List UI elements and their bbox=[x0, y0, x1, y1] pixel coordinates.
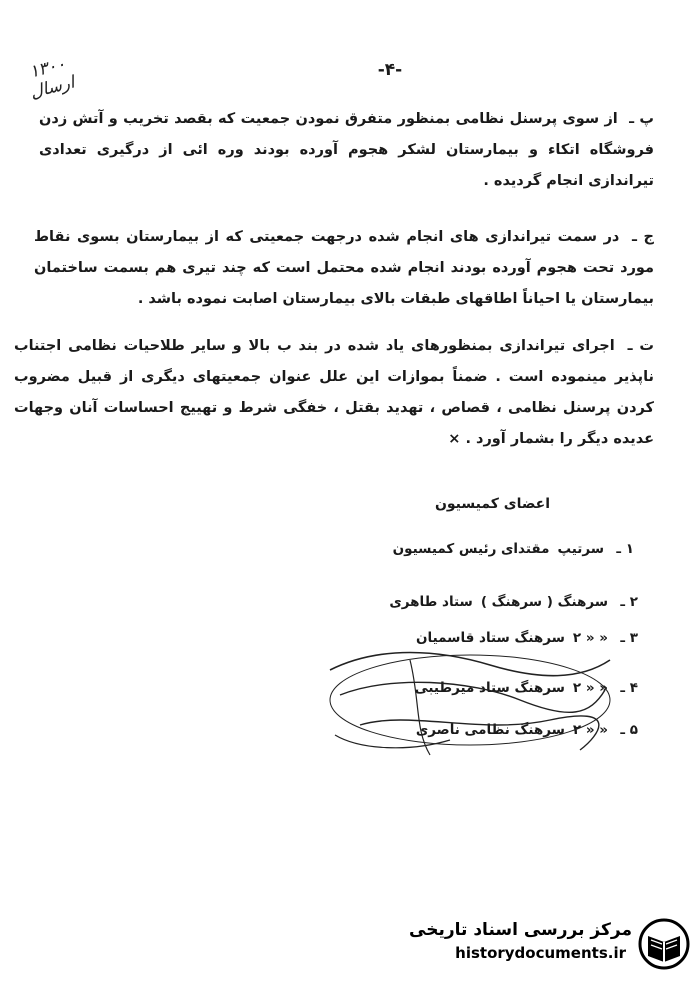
member-name: مقتدای رئیس کمیسیون bbox=[392, 541, 550, 557]
member-row bbox=[393, 541, 634, 557]
paragraph-c bbox=[34, 222, 654, 315]
paragraph-text: از سوی پرسنل نظامی بمنظور متفرق نمودن جمعیت که بقصد تخریب و آتش زدن فروشگاه اتکاء و بیمارستان لشکر هجوم آورده بودند وره ائی از درگیری تعدادی تیراندازی انجام گردیده . bbox=[39, 111, 654, 189]
paragraph-marker: پ ـ bbox=[629, 111, 655, 127]
paragraph-b bbox=[39, 104, 654, 197]
member-rank: « « ۲ bbox=[572, 680, 608, 696]
book-emblem-icon bbox=[638, 918, 690, 970]
signatures-scribble bbox=[320, 640, 620, 760]
paragraph-d bbox=[14, 331, 654, 455]
member-name: سرهنگ ستاد قاسمیان bbox=[416, 630, 565, 646]
paragraph-text: اجرای تیراندازی بمنظورهای یاد شده در بند ب بالا و سایر طلاحیات نظامی اجتناب ناپذیر مینموده است . ضمناً بموازات این علل عنوان جمعیتهای دیگری از قبیل مضروب کردن پرسنل نظامی ، قصاص ، تهدید بقتل ، خفگی شرط و تهییج احساسات آنان وجهات عدیده دیگر را بشمار آورد . × bbox=[14, 338, 654, 447]
member-number: ۳ ـ bbox=[620, 630, 638, 646]
member-rank: « « ۲ bbox=[572, 630, 608, 646]
member-number: ۲ ـ bbox=[620, 594, 638, 610]
page-number: -۴- bbox=[377, 60, 403, 80]
footer-url: historydocuments.ir bbox=[455, 944, 626, 962]
paragraph-marker: ج ـ bbox=[631, 229, 654, 245]
member-number: ۵ ـ bbox=[620, 722, 638, 738]
footer-brand-text: مرکز بررسی اسناد تاریخی bbox=[409, 920, 632, 940]
paragraph-text: در سمت تیراندازی های انجام شده درجهت جمعیتی که از بیمارستان بسوی نقاط مورد تحت هجوم آورده بودند انجام شده محتمل است که چند تیری هم بسمت ساختمان بیمارستان یا احیاناً اطاقهای طبقات بالای بیمارستان اصابت نموده باشد . bbox=[34, 229, 654, 307]
paragraph-marker: ت ـ bbox=[627, 338, 654, 354]
member-name: سرهنگ نظامی ناصری bbox=[415, 722, 565, 738]
members-title: اعضای کمیسیون bbox=[434, 496, 550, 512]
member-rank: « « ۲ bbox=[572, 722, 608, 738]
member-number: ۴ ـ bbox=[620, 680, 638, 696]
member-row bbox=[389, 594, 638, 610]
member-name: ستاد طاهری bbox=[389, 594, 473, 610]
footer-logo bbox=[400, 916, 690, 972]
member-name: سرهنگ ستاد میرطیبی bbox=[414, 680, 565, 696]
member-rank: سرهنگ ( سرهنگ ) bbox=[480, 594, 608, 610]
member-rank: سرتیپ bbox=[557, 541, 604, 557]
member-number: ۱ ـ bbox=[616, 541, 634, 557]
handwritten-note: ۱۳۰۰ ارسال bbox=[27, 54, 77, 103]
